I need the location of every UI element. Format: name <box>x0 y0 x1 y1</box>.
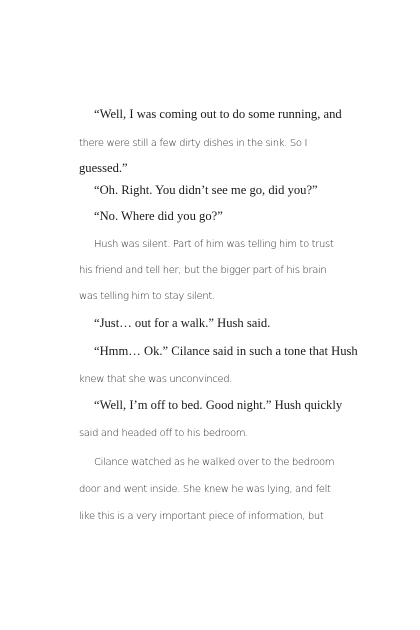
text-line: “Oh. Right. You didn’t see me go, did you?” <box>94 183 318 197</box>
text-line: door and went inside. She knew he was lying, and felt <box>79 484 331 495</box>
text-line: said and headed off to his bedroom. <box>79 428 248 439</box>
text-line: was telling him to stay silent. <box>79 291 215 302</box>
text-line: Cilance watched as he walked over to the bedroom <box>94 457 335 468</box>
text-line: “Well, I was coming out to do some running, and <box>94 107 342 121</box>
text-line: his friend and tell her, but the bigger part of his brain <box>79 265 327 276</box>
text-line: there were still a few dirty dishes in the sink. So I <box>79 138 308 149</box>
text-line: guessed.” <box>79 161 128 175</box>
text-line: “Hmm… Ok.” Cilance said in such a tone that Hush <box>94 344 358 358</box>
text-line: “Well, I’m off to bed. Good night.” Hush quickly <box>94 398 343 412</box>
text-line: “No. Where did you go?” <box>94 209 223 223</box>
text-line: like this is a very important piece of information, but <box>79 511 324 522</box>
text-line: “Just… out for a walk.” Hush said. <box>94 316 271 330</box>
text-line: Hush was silent. Part of him was telling him to trust <box>94 239 334 250</box>
text-line: knew that she was unconvinced. <box>79 374 233 385</box>
